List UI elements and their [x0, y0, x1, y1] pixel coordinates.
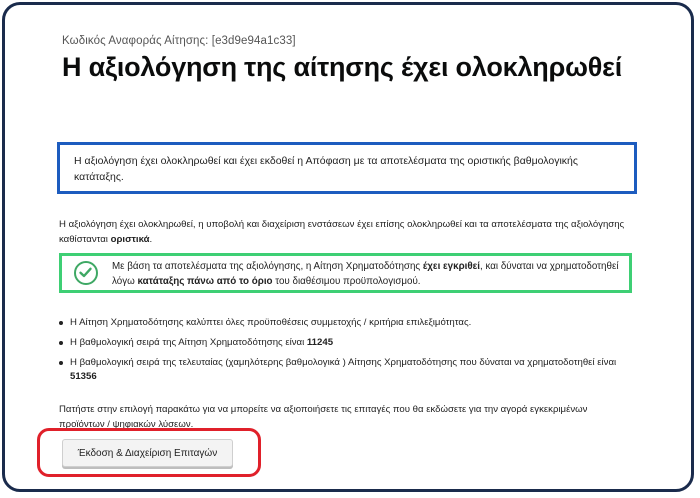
application-rank-value: 11245 [306, 337, 334, 348]
evaluation-status-paragraph [59, 218, 629, 247]
success-panel [59, 253, 632, 293]
list-item [59, 316, 639, 330]
info-panel-text: Η αξιολόγηση έχει ολοκληρωθεί και έχει εκδοθεί η Απόφαση με τα αποτελέσματα της οριστικής βαθμολογικής κατάταξης. [74, 155, 578, 183]
instructions-paragraph: Πατήστε στην επιλογή παρακάτω για να μπορείτε να αξιοποιήσετε τις επιταγές που θα εκδώσετε για την αγορά εγκεκριμένων προϊόντων / ψηφιακών λύσεων. [59, 404, 588, 430]
evaluation-status-end: . [149, 233, 153, 245]
ranking-emphasis: κατάταξης πάνω από το όριο [137, 275, 273, 287]
final-emphasis: οριστικά [110, 233, 150, 245]
threshold-rank-value: 51356 [70, 371, 97, 382]
success-text [112, 260, 622, 289]
success-text-part: Με βάση τα αποτελέσματα της αξιολόγησης, η Αίτηση Χρηματοδότησης [112, 261, 423, 272]
application-reference: Κωδικός Αναφοράς Αίτησης: [e3d9e94a1c33] [62, 35, 296, 47]
success-text-part: του διαθέσιμου προϋπολογισμού. [272, 275, 421, 287]
eligibility-list [59, 316, 639, 390]
list-item [59, 336, 639, 350]
page-header [62, 35, 652, 82]
check-circle-icon [74, 261, 98, 285]
list-item-text: Η Αίτηση Χρηματοδότησης καλύπτει όλες προϋποθέσεις συμμετοχής / κριτήρια επιλεξιμότητας. [70, 317, 472, 328]
approved-emphasis: έχει εγκριθεί [422, 261, 481, 272]
issue-vouchers-button[interactable]: Έκδοση & Διαχείριση Επιταγών [62, 439, 233, 467]
list-item-text: Η βαθμολογική σειρά της τελευταίας (χαμηλότερης βαθμολογικά ) Αίτησης Χρηματοδότησης που δύναται να χρηματοδοτηθεί είναι [70, 357, 617, 368]
page-title: Η αξιολόγηση της αίτησης έχει ολοκληρωθεί [62, 52, 622, 82]
list-item [59, 356, 639, 384]
list-item-text: Η βαθμολογική σειρά της Αίτηση Χρηματοδότησης είναι [70, 337, 307, 348]
evaluation-status-text: Η αξιολόγηση έχει ολοκληρωθεί, η υποβολή και διαχείριση ενστάσεων έχει επίσης ολοκληρωθεί και τα αποτελέσματα της αξιολόγησης καθίστανται [59, 219, 625, 245]
success-text-part: , και δύναται να χρηματοδοτηθεί λόγω [112, 261, 619, 287]
info-panel [57, 142, 637, 194]
